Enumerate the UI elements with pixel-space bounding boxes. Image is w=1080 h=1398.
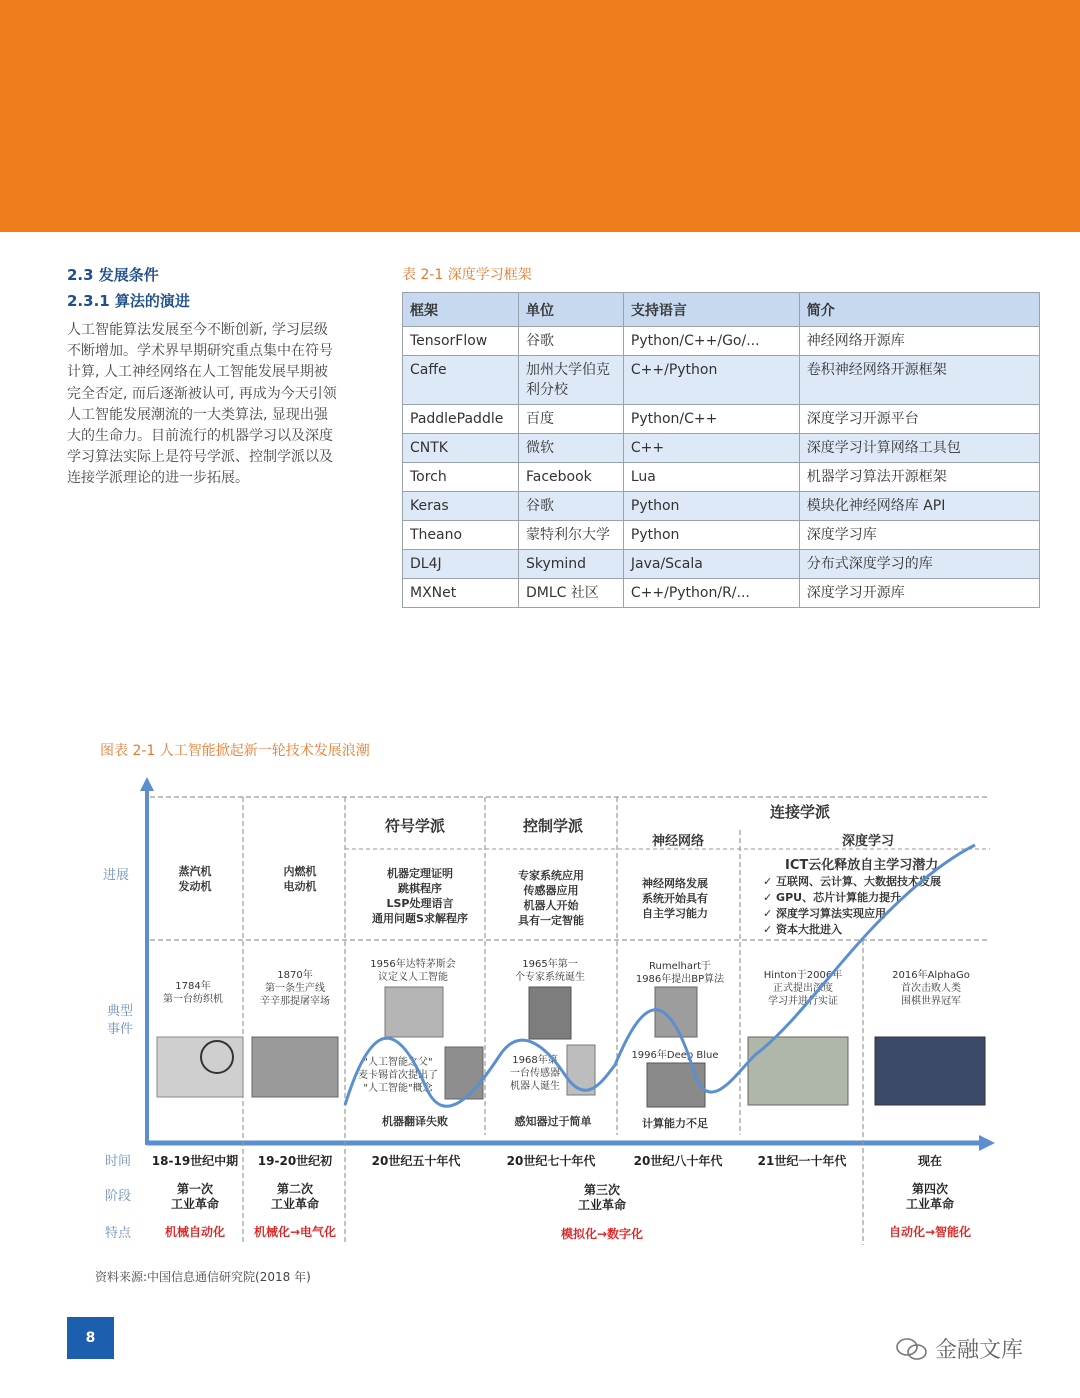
time-label: 20世纪八十年代 xyxy=(633,1154,723,1168)
failure-label: 计算能力不足 xyxy=(642,1117,708,1130)
header-cell: 框架 xyxy=(403,293,519,327)
time-label: 现在 xyxy=(917,1154,943,1168)
progress-text: 内燃机 xyxy=(283,865,317,878)
table-cell: Keras xyxy=(403,492,519,521)
school-connection: 连接学派 xyxy=(769,803,831,821)
event-text: 1956年达特茅斯会 xyxy=(370,959,456,970)
frameworks-table xyxy=(402,292,1040,608)
table-cell: Caffe xyxy=(403,356,519,405)
progress-text: 机器定理证明 xyxy=(387,867,453,880)
table-row xyxy=(403,550,1040,579)
progress-text: 自主学习能力 xyxy=(642,907,708,920)
feature-label: 机械化→电气化 xyxy=(253,1225,337,1239)
table-cell: 深度学习开源平台 xyxy=(799,405,1039,434)
progress-text: 发动机 xyxy=(178,880,212,893)
table-cell: CNTK xyxy=(403,434,519,463)
event-text: 辛辛那提屠宰场 xyxy=(260,996,330,1007)
photo-expert-system xyxy=(529,987,571,1039)
table-cell: 谷歌 xyxy=(518,492,623,521)
table-row xyxy=(403,521,1040,550)
stage-label: 第一次 xyxy=(176,1182,214,1196)
table-row xyxy=(403,463,1040,492)
table-cell: 机器学习算法开源框架 xyxy=(799,463,1039,492)
photo-dartmouth xyxy=(385,987,443,1037)
watermark-text: 金融文库 xyxy=(935,1338,1024,1363)
school-control: 控制学派 xyxy=(522,817,584,835)
table-row xyxy=(403,356,1040,405)
progress-ict-title: ICT云化释放自主学习潜力 xyxy=(785,858,939,873)
stage-label: 第四次 xyxy=(911,1182,949,1196)
event-text: 首次击败人类 xyxy=(901,983,961,994)
timeline-diagram xyxy=(95,775,1000,1250)
photo-production-line xyxy=(252,1037,338,1097)
progress-text: 传感器应用 xyxy=(523,884,579,897)
table-cell: TensorFlow xyxy=(403,327,519,356)
paragraph-line: 不断增加。学术界早期研究重点集中在符号 xyxy=(67,343,333,360)
photo-sensor-robot xyxy=(567,1045,595,1095)
row-label-stage: 阶段 xyxy=(105,1189,132,1204)
progress-ict-item: ✓ 深度学习算法实现应用 xyxy=(763,907,887,920)
stage-label: 工业革命 xyxy=(905,1197,955,1211)
time-label: 21世纪一十年代 xyxy=(757,1154,847,1168)
feature-label: 机械自动化 xyxy=(164,1225,226,1239)
row-label-progress: 进展 xyxy=(103,868,130,883)
table-cell: C++/Python xyxy=(623,356,799,405)
event-text: 1870年 xyxy=(277,970,313,981)
table-row xyxy=(403,579,1040,608)
table-cell: Python/C++/Go/... xyxy=(623,327,799,356)
table-row xyxy=(403,492,1040,521)
table-cell: DL4J xyxy=(403,550,519,579)
left-text-column xyxy=(67,262,367,490)
event-text: "人工智能之父" xyxy=(363,1057,433,1068)
table-cell: Lua xyxy=(623,463,799,492)
table-cell: C++ xyxy=(623,434,799,463)
progress-text: 具有一定智能 xyxy=(518,914,584,927)
table-cell: 分布式深度学习的库 xyxy=(799,550,1039,579)
table-cell: 蒙特利尔大学 xyxy=(518,521,623,550)
table-cell: 加州大学伯克利分校 xyxy=(518,356,623,405)
table-cell: 模块化神经网络库 API xyxy=(799,492,1039,521)
table-header-row xyxy=(403,293,1040,327)
paragraph-line: 连接学派理论的进一步拓展。 xyxy=(67,470,249,487)
school-symbolic: 符号学派 xyxy=(384,817,446,835)
table-cell: 微软 xyxy=(518,434,623,463)
event-text: 1968年第 xyxy=(512,1055,558,1066)
event-text: 围棋世界冠军 xyxy=(901,996,961,1007)
figure-caption: 图表 2-1 人工智能掀起新一轮技术发展浪潮 xyxy=(100,743,370,759)
event-text: "人工智能"概念 xyxy=(363,1083,433,1094)
failure-label: 机器翻译失败 xyxy=(382,1115,448,1128)
event-text: 一台传感器 xyxy=(510,1068,560,1079)
event-text: Rumelhart于 xyxy=(648,961,712,972)
watermark xyxy=(895,1333,1023,1364)
stage-label: 第三次 xyxy=(583,1183,621,1197)
table-cell: Theano xyxy=(403,521,519,550)
row-label-feature: 特点 xyxy=(105,1226,132,1241)
event-text: 2016年AlphaGo xyxy=(892,970,970,981)
time-label: 18-19世纪中期 xyxy=(151,1154,239,1168)
row-label-events: 事件 xyxy=(107,1022,134,1037)
event-text: 1965年第一 xyxy=(522,959,578,970)
table-cell: Python/C++ xyxy=(623,405,799,434)
row-label-events: 典型 xyxy=(107,1004,134,1019)
section-paragraph xyxy=(67,320,367,490)
progress-text: 神经网络发展 xyxy=(642,877,708,890)
paragraph-line: 完全否定, 而后逐渐被认可, 再成为今天引领 xyxy=(67,385,337,402)
progress-text: 系统开始具有 xyxy=(642,892,708,905)
progress-text: 电动机 xyxy=(283,880,317,893)
time-label: 20世纪七十年代 xyxy=(506,1154,596,1168)
photo-deep-blue xyxy=(647,1063,705,1107)
feature-label: 自动化→智能化 xyxy=(888,1225,972,1239)
ai-timeline-figure xyxy=(95,775,1000,1250)
row-label-time: 时间 xyxy=(105,1154,132,1169)
top-orange-banner xyxy=(0,0,1080,232)
table-cell: Java/Scala xyxy=(623,550,799,579)
table-cell: 百度 xyxy=(518,405,623,434)
progress-ict-item: ✓ GPU、芯片计算能力提升 xyxy=(763,891,902,904)
table-cell: Python xyxy=(623,492,799,521)
event-text: Hinton于2006年 xyxy=(763,970,843,981)
progress-text: 蒸汽机 xyxy=(178,865,212,878)
header-cell: 单位 xyxy=(518,293,623,327)
event-text: 1996年Deep Blue xyxy=(631,1050,719,1061)
table-cell: 深度学习库 xyxy=(799,521,1039,550)
table-cell: Torch xyxy=(403,463,519,492)
event-text: 机器人诞生 xyxy=(510,1081,560,1092)
table-cell: MXNet xyxy=(403,579,519,608)
table-row xyxy=(403,405,1040,434)
table-cell: C++/Python/R/... xyxy=(623,579,799,608)
table-cell: PaddlePaddle xyxy=(403,405,519,434)
vertical-axis-arrow xyxy=(140,777,154,791)
table-cell: 深度学习计算网络工具包 xyxy=(799,434,1039,463)
table-cell: Facebook xyxy=(518,463,623,492)
event-text: 1784年 xyxy=(175,981,211,992)
failure-label: 感知器过于简单 xyxy=(514,1115,592,1128)
event-text: 麦卡锡首次提出了 xyxy=(358,1070,438,1081)
stage-label: 工业革命 xyxy=(170,1197,220,1211)
table-cell: Python xyxy=(623,521,799,550)
event-text: 1986年提出BP算法 xyxy=(635,974,725,985)
header-cell: 简介 xyxy=(799,293,1039,327)
feature-label: 模拟化→数字化 xyxy=(560,1227,644,1241)
stage-label: 工业革命 xyxy=(577,1198,627,1212)
school-neural-network: 神经网络 xyxy=(651,834,705,849)
stage-label: 第二次 xyxy=(276,1182,314,1196)
time-label: 20世纪五十年代 xyxy=(371,1154,461,1168)
photo-alphago xyxy=(875,1037,985,1105)
page-number-badge: 8 xyxy=(67,1317,114,1359)
event-text: 个专家系统诞生 xyxy=(515,972,585,983)
figure-source: 资料来源:中国信息通信研究院(2018 年) xyxy=(95,1270,311,1284)
table-cell: Skymind xyxy=(518,550,623,579)
event-text: 正式提出深度 xyxy=(773,983,833,994)
event-text: 第一台纺织机 xyxy=(163,994,223,1005)
paragraph-line: 学习算法实际上是符号学派、控制学派以及 xyxy=(67,449,333,466)
progress-text: LSP处理语言 xyxy=(386,897,454,910)
wechat-icon xyxy=(895,1337,929,1361)
section-title: 2.3 发展条件 xyxy=(67,266,159,284)
table-cell: 卷积神经网络开源框架 xyxy=(799,356,1039,405)
header-cell: 支持语言 xyxy=(623,293,799,327)
school-deep-learning: 深度学习 xyxy=(841,834,895,849)
progress-text: 专家系统应用 xyxy=(518,869,584,882)
table-cell: 谷歌 xyxy=(518,327,623,356)
horizontal-axis-arrow xyxy=(979,1135,995,1151)
paragraph-line: 大的生命力。目前流行的机器学习以及深度 xyxy=(67,428,333,445)
table-cell: 深度学习开源库 xyxy=(799,579,1039,608)
progress-text: 通用问题S求解程序 xyxy=(372,912,468,925)
time-label: 19-20世纪初 xyxy=(257,1154,333,1168)
paragraph-line: 人工智能发展潮流的一大类算法, 显现出强 xyxy=(67,406,328,423)
progress-text: 跳棋程序 xyxy=(398,882,442,895)
table-cell: DMLC 社区 xyxy=(518,579,623,608)
paragraph-line: 人工智能算法发展至今不断创新, 学习层级 xyxy=(67,322,328,338)
progress-ict-item: ✓ 互联网、云计算、大数据技术发展 xyxy=(763,875,942,888)
photo-mccarthy xyxy=(445,1047,483,1099)
progress-ict-item: ✓ 资本大批进入 xyxy=(763,923,843,936)
event-text: 第一条生产线 xyxy=(265,983,325,994)
table-row xyxy=(403,327,1040,356)
stage-label: 工业革命 xyxy=(270,1197,320,1211)
event-text: 学习并进行实证 xyxy=(768,996,838,1007)
paragraph-line: 计算, 人工神经网络在人工智能发展早期被 xyxy=(67,364,328,381)
subsection-title: 2.3.1 算法的演进 xyxy=(67,292,190,310)
table-cell: 神经网络开源库 xyxy=(799,327,1039,356)
event-text: 议定义人工智能 xyxy=(378,972,448,983)
table-caption: 表 2-1 深度学习框架 xyxy=(402,267,532,283)
table-row xyxy=(403,434,1040,463)
progress-text: 机器人开始 xyxy=(523,899,579,912)
